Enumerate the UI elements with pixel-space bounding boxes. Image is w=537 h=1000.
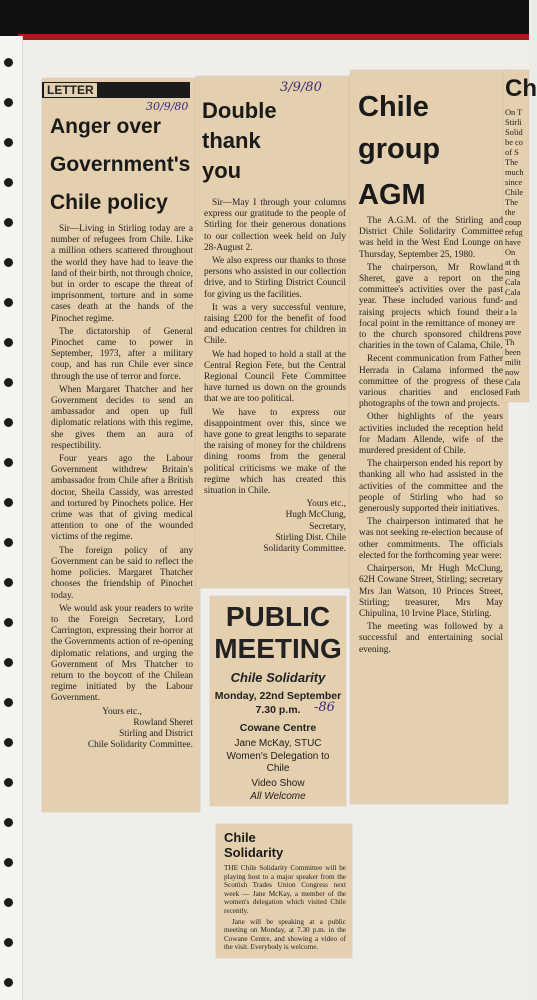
- letter-paragraph: The foreign policy of any Government can be said to reflect the home policies. Margaret Thatcher chooses the friendship of Pinochet today.: [51, 545, 193, 601]
- headline-line: Chile: [224, 830, 256, 845]
- thanks-paragraph: We have to express our disappointment over this, since we have gone to great lengths to separate the raising of money for the childrens dining rooms from the general political criticisms we make of the regime which has created this situation in Chile.: [204, 407, 346, 497]
- binding-ring: [4, 818, 13, 827]
- cut-off-text-fragment: at th: [505, 258, 520, 267]
- letter-paragraph: The dictatorship of General Pinochet came to power in September, 1973, after a military coup, and has run Chile ever since through the use of terror and force.: [51, 326, 193, 382]
- agm-paragraph: Chairperson, Mr Hugh McClung, 62H Cowane Street, Stirling; secretary Mrs Jan Watson, 10 Princes Street, Stirling; treasurer, Mrs May Chipulina, 10 Irvine Place, Stirling.: [359, 564, 503, 619]
- agm-body: [359, 216, 503, 658]
- cut-off-text-fragment: and: [505, 298, 518, 307]
- headline-line: Chile: [358, 91, 429, 123]
- cut-off-text-fragment: are: [505, 318, 516, 327]
- cut-off-text-fragment: milit: [505, 358, 521, 367]
- cut-off-text-fragment: the: [505, 208, 516, 217]
- thanks-headline: [202, 96, 277, 186]
- letter-clipping: [42, 78, 200, 812]
- headline-line: Anger over: [50, 115, 161, 138]
- cut-off-text-fragment: coup: [505, 218, 522, 227]
- cut-off-text-fragment: Th: [505, 338, 515, 347]
- binding-ring: [4, 258, 13, 267]
- cut-off-text-fragment: Chile: [505, 188, 524, 197]
- letter-label: LETTER: [44, 83, 97, 97]
- letter-headline: [50, 108, 200, 222]
- thanks-sign-off: Yours etc.,: [306, 499, 346, 510]
- letter-signature-line: Rowland Sheret: [133, 717, 193, 728]
- binding-ring: [4, 138, 13, 147]
- thanks-signature-line: Secretary,: [309, 521, 346, 532]
- cut-off-text-fragment: refug: [505, 228, 523, 237]
- agm-paragraph: Other highlights of the years activities included the reception held for Madam Allende, wife of the murdered president of Chile.: [359, 412, 503, 457]
- cut-off-text-fragment: Fath: [505, 388, 520, 397]
- ad-video: Video Show: [251, 778, 305, 789]
- cut-off-text-fragment: Stirli: [505, 118, 522, 127]
- notice-paragraph: Jane will be speaking at a public meeting on Monday, at 7.30 p.m. in the Cowane Centre, and showing a video of the visit. Everybody is welcome.: [224, 917, 346, 952]
- agm-paragraph: The A.G.M. of the Stirling and District Chile Solidarity Committee was held in the West End Lounge on Thursday, September 25, 1980.: [359, 216, 503, 260]
- agm-headline: [358, 86, 440, 220]
- spiral-binding: [0, 36, 23, 1000]
- binding-ring: [4, 578, 13, 587]
- scrapbook-cover-edge: [0, 0, 529, 36]
- ad-time: 7.30 p.m.: [255, 704, 301, 716]
- thanks-paragraph: We also express our thanks to those persons who assisted in our collection drive, and to Stirling District Council for giving us the facilities.: [204, 256, 346, 300]
- headline-line: AGM: [358, 179, 426, 211]
- cut-off-text-fragment: much: [505, 168, 524, 177]
- cut-off-text-fragment: On T: [505, 108, 523, 117]
- letter-label-bar: [42, 82, 190, 98]
- agm-paragraph: The chairperson ended his report by thanking all who had assisted in the activities of the committee and the people of Stirling who had so generously supported their initiatives.: [359, 459, 503, 515]
- binding-ring: [4, 58, 13, 67]
- thanks-paragraph: Sir—May I through your columns express our gratitude to the people of Stirling for their generous donations to our collection week held on July 28-August 2.: [204, 198, 346, 253]
- ad-date: Monday, 22nd September: [214, 690, 342, 702]
- binding-ring: [4, 858, 13, 867]
- chile-solidarity-notice: [216, 824, 352, 958]
- thanks-paragraph: It was a very successful venture, raising £200 for the benefit of food and education centres for children in Chile.: [204, 302, 346, 347]
- thanks-signature-line: Hugh McClung,: [285, 510, 346, 521]
- headline-line: group: [358, 133, 441, 165]
- binding-ring: [4, 938, 13, 947]
- ad-speaker: Jane McKay, STUC: [234, 738, 322, 749]
- cut-off-text-fragment: Cala: [505, 278, 521, 287]
- ad-welcome: All Welcome: [250, 791, 306, 802]
- cut-off-text-fragment: Cala: [505, 378, 521, 387]
- binding-ring: [4, 178, 13, 187]
- cut-off-text-fragment: of S: [505, 148, 519, 157]
- cut-off-text-fragment: now: [505, 368, 520, 377]
- ad-subtitle: Chile Solidarity: [230, 670, 326, 685]
- cut-off-text-fragment: a la: [505, 308, 517, 317]
- letter-body: [51, 224, 193, 751]
- agm-report-clipping: [350, 70, 508, 804]
- cut-off-headline: Ch: [505, 75, 537, 102]
- letter-signature-line: Stirling and District: [119, 728, 193, 739]
- ad-title: PUBLIC: [225, 601, 331, 632]
- cut-off-text-fragment: Cala: [505, 288, 521, 297]
- binding-ring: [4, 298, 13, 307]
- headline-line: Chile policy: [50, 191, 168, 214]
- cut-off-text-fragment: The: [505, 198, 519, 207]
- public-meeting-advert: [210, 596, 346, 806]
- cut-off-text-fragment: since: [505, 178, 523, 187]
- binding-ring: [4, 218, 13, 227]
- letter-paragraph: When Margaret Thatcher and her Government decides to send an ambassador and open up full diplomatic relations with this regime, she gives them an aura of respectibility.: [51, 384, 193, 451]
- binding-ring: [4, 338, 13, 347]
- binding-ring: [4, 98, 13, 107]
- binding-ring: [4, 378, 13, 387]
- binding-ring: [4, 978, 13, 987]
- headline-line: Government's: [50, 153, 191, 176]
- binding-ring: [4, 418, 13, 427]
- handwritten-date: 3/9/80: [280, 80, 322, 95]
- thanks-signature-line: Solidarity Committee.: [263, 544, 346, 555]
- ad-delegation: Women's Delegation to Chile: [226, 751, 330, 774]
- thanks-paragraph: We had hoped to hold a stall at the Central Region Fete, but the Central Regional Council Fete Committee have turned us down on the grounds that we are too political.: [204, 349, 346, 405]
- letter-paragraph: We would ask your readers to write to the Foreign Secretary, Lord Carrington, expressing their horror at the Governments action of re-opening diplomatic relations, and urging the Government of Mrs Thatcher to return to the boycott of the Chilean regime initiated by the Labour Government.: [51, 603, 193, 704]
- agm-paragraph: The chairperson, Mr Rowland Sheret, gave a report on the committee's activities over the past year. These included various fund-raising projects which found their focal point in the remittance of money to the church sponsored childrens charities in the town of Calama, Chile.: [359, 262, 503, 352]
- cut-off-text-fragment: ning: [505, 268, 520, 277]
- cut-off-text-fragment: have: [505, 238, 521, 247]
- binding-ring: [4, 738, 13, 747]
- ad-venue: Cowane Centre: [239, 722, 317, 734]
- headline-line: Solidarity: [224, 845, 284, 860]
- handwritten-date: 30/9/80: [146, 100, 189, 113]
- letter-sign-off: Yours etc.,: [102, 706, 142, 717]
- agm-paragraph: Recent communication from Father Herrada in Calama informed the committee of the progress of these various charities and enclosed photographs of the town and projects.: [359, 354, 503, 410]
- binding-ring: [4, 658, 13, 667]
- thanks-letter-clipping: [196, 76, 352, 588]
- letter-signature-line: Chile Solidarity Committee.: [87, 740, 193, 751]
- cut-off-text-fragment: On: [505, 248, 516, 257]
- notice-body: [224, 864, 346, 954]
- binding-ring: [4, 498, 13, 507]
- letter-paragraph: Four years ago the Labour Government withdrew Britain's ambassador from Chile after a British doctor, Sheila Cassidy, was arrested and tortured by Pinochets police. Her crime was that of giving medical attention to one of the wounded victims of the regime.: [51, 454, 193, 543]
- agm-paragraph: The chairperson intimated that he was not seeking re-election because of other commitments. The officials elected for the forthcoming year were:: [359, 517, 503, 561]
- binding-ring: [4, 898, 13, 907]
- thanks-signature-line: Stirling Dist. Chile: [275, 532, 346, 543]
- headline-line: thank: [202, 128, 261, 153]
- cut-off-text-fragment: been: [505, 348, 521, 357]
- cover-red-binding-strip: [18, 34, 529, 40]
- binding-ring: [4, 458, 13, 467]
- notice-headline: [224, 830, 283, 860]
- cut-off-text-fragment: be co: [505, 138, 523, 147]
- binding-ring: [4, 538, 13, 547]
- headline-line: Double: [202, 98, 277, 123]
- cut-off-clipping: [503, 70, 537, 402]
- cut-off-text-fragment: pove: [505, 328, 522, 337]
- agm-paragraph: The meeting was followed by a successful and entertaining social evening.: [359, 622, 503, 655]
- binding-ring: [4, 618, 13, 627]
- cut-off-text-fragment: Solid: [505, 128, 523, 137]
- notice-paragraph: THE Chile Solidarity Committee will be playing host to a major speaker from the Scottish Trades Union Congress next week — Jane McKay, a member of the women's delegation which visited Chile recently.: [224, 864, 346, 915]
- binding-ring: [4, 698, 13, 707]
- headline-line: you: [202, 158, 242, 183]
- cut-off-text-fragment: The: [505, 158, 519, 167]
- thanks-body: [204, 198, 346, 555]
- cut-off-text-lines: [505, 108, 524, 398]
- ad-title: MEETING: [214, 633, 342, 664]
- handwritten-note: -86: [314, 700, 335, 715]
- letter-paragraph: Sir—Living in Stirling today are a number of refugees from Chile. Like a million others scattered throughout the world they have had to leave the land of their birth, not through choice, but in order to escape the threat of imprisonment, torture and in some cases death at the hands of the Pinochet regime.: [51, 224, 193, 324]
- binding-ring: [4, 778, 13, 787]
